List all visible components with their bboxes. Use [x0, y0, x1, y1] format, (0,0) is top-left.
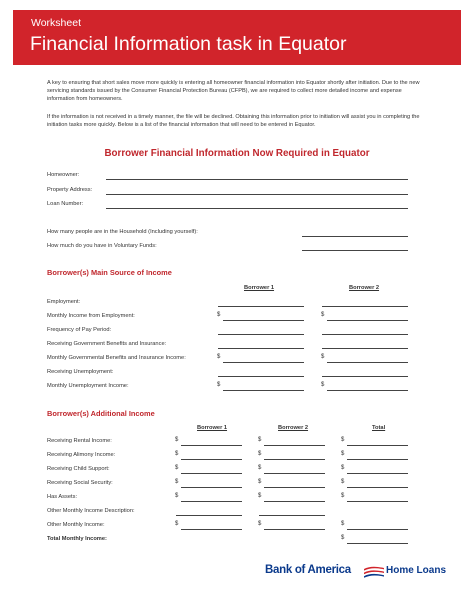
government-benefits-label: Receiving Government Benefits and Insurance: [47, 341, 167, 347]
currency-symbol: $ [258, 437, 262, 443]
child-support-label: Receiving Child Support: [47, 466, 110, 472]
pay-frequency-b2-field[interactable] [322, 334, 408, 335]
social-security-b2-field[interactable] [264, 487, 325, 488]
household-field[interactable] [302, 236, 408, 237]
currency-symbol: $ [258, 479, 262, 485]
homeowner-label: Homeowner: [47, 172, 80, 178]
currency-symbol: $ [175, 437, 179, 443]
additional-income-col-borrower1: Borrower 1 [197, 425, 228, 431]
intro-paragraph-2: If the information is not received in a timely manner, the file will be declined. Obtaining this information prior to initiation will assist you in completing the initiation tasks more quickly. Below is a list of the financial information that will need to be entered in Equator. [47, 114, 420, 129]
monthly-employment-income-label: Monthly Income from Employment: [47, 313, 135, 319]
brand-name: Bank of America [265, 564, 351, 576]
intro-paragraph-1: A key to ensuring that short sales move more quickly is entering all homeowner financial information into Equator shortly after initiation. Due to the new servicing standards issued by the Consumer Financial Protection Bureau (CFPB), we are required to collect more detailed income and expense information from homeowners. [47, 80, 420, 103]
government-benefits-income-b2-field[interactable] [327, 362, 408, 363]
government-benefits-income-b1-field[interactable] [223, 362, 304, 363]
main-income-heading: Borrower(s) Main Source of Income [47, 268, 172, 277]
currency-symbol: $ [217, 382, 221, 388]
unemployment-label: Receiving Unemployment: [47, 369, 114, 375]
employment-b2-field[interactable] [322, 306, 408, 307]
social-security-b1-field[interactable] [181, 487, 242, 488]
form-title: Borrower Financial Information Now Required in Equator [104, 148, 370, 159]
bank-of-america-logo [265, 564, 447, 582]
main-income-col-borrower2: Borrower 2 [349, 285, 380, 291]
header-subtitle: Worksheet [31, 17, 81, 29]
social-security-total-field[interactable] [347, 487, 408, 488]
pay-frequency-b1-field[interactable] [218, 334, 304, 335]
monthly-employment-income-b2-field[interactable] [327, 320, 408, 321]
rental-income-b2-field[interactable] [264, 445, 325, 446]
assets-b2-field[interactable] [264, 501, 325, 502]
monthly-employment-income-b1-field[interactable] [223, 320, 304, 321]
child-support-b1-field[interactable] [181, 473, 242, 474]
unemployment-income-b2-field[interactable] [327, 390, 408, 391]
assets-total-field[interactable] [347, 501, 408, 502]
product-name: Home Loans [386, 565, 447, 576]
loan-number-label: Loan Number: [47, 201, 84, 207]
other-monthly-income-total-field[interactable] [347, 529, 408, 530]
header-banner [13, 10, 461, 65]
currency-symbol: $ [341, 451, 345, 457]
total-monthly-income-label: Total Monthly Income: [47, 536, 107, 542]
currency-symbol: $ [175, 465, 179, 471]
main-income-col-borrower1: Borrower 1 [244, 285, 275, 291]
other-income-description-b2-field[interactable] [259, 515, 325, 516]
currency-symbol: $ [341, 535, 345, 541]
total-monthly-income-field[interactable] [347, 543, 408, 544]
other-income-description-label: Other Monthly Income Description: [47, 508, 135, 514]
unemployment-income-label: Monthly Unemployment Income: [47, 383, 129, 389]
other-monthly-income-b1-field[interactable] [181, 529, 242, 530]
voluntary-funds-field[interactable] [302, 250, 408, 251]
assets-label: Has Assets: [47, 494, 78, 500]
household-label: How many people are in the Household (Including yourself): [47, 229, 198, 235]
assets-b1-field[interactable] [181, 501, 242, 502]
child-support-b2-field[interactable] [264, 473, 325, 474]
currency-symbol: $ [258, 521, 262, 527]
currency-symbol: $ [321, 312, 325, 318]
currency-symbol: $ [321, 382, 325, 388]
property-address-label: Property Address: [47, 187, 93, 193]
employment-label: Employment: [47, 299, 81, 305]
other-monthly-income-b2-field[interactable] [264, 529, 325, 530]
currency-symbol: $ [341, 479, 345, 485]
currency-symbol: $ [258, 465, 262, 471]
currency-symbol: $ [341, 437, 345, 443]
currency-symbol: $ [258, 493, 262, 499]
currency-symbol: $ [175, 479, 179, 485]
additional-income-col-borrower2: Borrower 2 [278, 425, 309, 431]
alimony-income-total-field[interactable] [347, 459, 408, 460]
employment-b1-field[interactable] [218, 306, 304, 307]
other-income-description-b1-field[interactable] [176, 515, 242, 516]
currency-symbol: $ [341, 465, 345, 471]
unemployment-b2-field[interactable] [322, 376, 408, 377]
currency-symbol: $ [175, 521, 179, 527]
page-title: Financial Information task in Equator [30, 33, 347, 55]
currency-symbol: $ [175, 493, 179, 499]
other-monthly-income-label: Other Monthly Income: [47, 522, 105, 528]
property-address-field[interactable] [106, 194, 408, 195]
flagscape-icon [363, 566, 385, 578]
unemployment-b1-field[interactable] [218, 376, 304, 377]
currency-symbol: $ [217, 312, 221, 318]
currency-symbol: $ [175, 451, 179, 457]
alimony-income-b1-field[interactable] [181, 459, 242, 460]
alimony-income-b2-field[interactable] [264, 459, 325, 460]
currency-symbol: $ [321, 354, 325, 360]
government-benefits-income-label: Monthly Governmental Benefits and Insurance Income: [47, 355, 186, 361]
currency-symbol: $ [341, 493, 345, 499]
currency-symbol: $ [258, 451, 262, 457]
pay-frequency-label: Frequency of Pay Period: [47, 327, 112, 333]
additional-income-col-total: Total [372, 425, 386, 431]
government-benefits-b2-field[interactable] [322, 348, 408, 349]
voluntary-funds-label: How much do you have in Voluntary Funds: [47, 243, 157, 249]
currency-symbol: $ [341, 521, 345, 527]
unemployment-income-b1-field[interactable] [223, 390, 304, 391]
homeowner-field[interactable] [106, 179, 408, 180]
rental-income-label: Receiving Rental Income: [47, 438, 112, 444]
rental-income-b1-field[interactable] [181, 445, 242, 446]
child-support-total-field[interactable] [347, 473, 408, 474]
rental-income-total-field[interactable] [347, 445, 408, 446]
social-security-label: Receiving Social Security: [47, 480, 113, 486]
loan-number-field[interactable] [106, 208, 408, 209]
currency-symbol: $ [217, 354, 221, 360]
government-benefits-b1-field[interactable] [218, 348, 304, 349]
additional-income-heading: Borrower(s) Additional Income [47, 409, 155, 418]
alimony-income-label: Receiving Alimony Income: [47, 452, 116, 458]
